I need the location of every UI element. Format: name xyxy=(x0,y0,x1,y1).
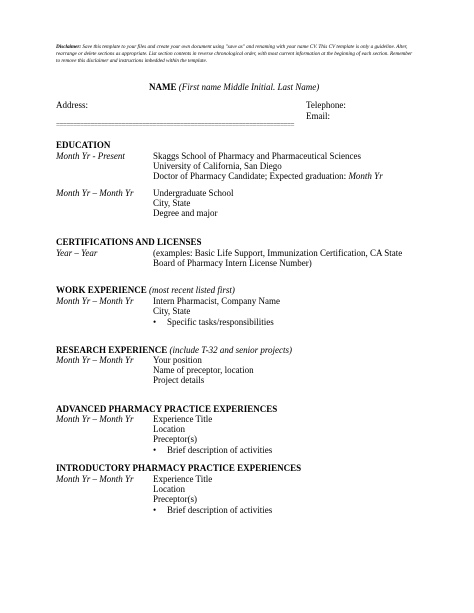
appe-line: Preceptor(s) xyxy=(153,434,197,444)
research-line: Your position xyxy=(153,355,202,365)
name-hint: (First name Middle Initial. Last Name) xyxy=(178,82,320,92)
research-heading-line xyxy=(56,345,292,355)
ippe-date: Month Yr – Month Yr xyxy=(56,474,134,484)
certifications-line: Board of Pharmacy Intern License Number) xyxy=(153,258,312,268)
ippe-line: Preceptor(s) xyxy=(153,494,197,504)
bullet-icon: • xyxy=(153,445,157,455)
work-bullet-text: Specific tasks/responsibilities xyxy=(167,317,274,327)
name-label: NAME xyxy=(149,82,177,92)
education-line: Undergraduate School xyxy=(153,188,234,198)
ippe-heading: INTRODUCTORY PHARMACY PRACTICE EXPERIENCES xyxy=(56,463,302,473)
separator-rule: ===================================================================== xyxy=(56,121,294,129)
disclaimer-label: Disclaimer: xyxy=(56,44,82,50)
education-line: Degree and major xyxy=(153,208,218,218)
bullet-icon: • xyxy=(153,505,157,515)
email-label: Email: xyxy=(306,111,330,121)
appe-date: Month Yr – Month Yr xyxy=(56,414,134,424)
research-date: Month Yr – Month Yr xyxy=(56,355,134,365)
work-heading-line xyxy=(56,285,235,295)
appe-line: Location xyxy=(153,424,185,434)
work-heading: WORK EXPERIENCE xyxy=(56,285,147,295)
education-line: University of California, San Diego xyxy=(153,161,282,171)
telephone-label: Telephone: xyxy=(306,100,346,110)
research-note: (include T-32 and senior projects) xyxy=(169,345,293,355)
work-date: Month Yr – Month Yr xyxy=(56,296,134,306)
certifications-line: (examples: Basic Life Support, Immunization Certification, CA State xyxy=(153,248,403,258)
research-line: Name of preceptor, location xyxy=(153,365,254,375)
education-line: Skaggs School of Pharmacy and Pharmaceutical Sciences xyxy=(153,151,361,161)
appe-line: Experience Title xyxy=(153,414,213,424)
research-line: Project details xyxy=(153,375,205,385)
work-bullet-item xyxy=(153,317,274,327)
education-date-2: Month Yr – Month Yr xyxy=(56,188,134,198)
work-line: City, State xyxy=(153,306,191,316)
education-heading: EDUCATION xyxy=(56,140,111,150)
appe-bullet-text: Brief description of activities xyxy=(167,445,273,455)
certifications-heading: CERTIFICATIONS AND LICENSES xyxy=(56,237,202,247)
ippe-line: Experience Title xyxy=(153,474,213,484)
work-note: (most recent listed first) xyxy=(149,285,235,295)
appe-heading: ADVANCED PHARMACY PRACTICE EXPERIENCES xyxy=(56,404,278,414)
ippe-line: Location xyxy=(153,484,185,494)
bullet-icon: • xyxy=(153,317,157,327)
name-line xyxy=(149,82,319,92)
certifications-date: Year – Year xyxy=(56,248,98,258)
education-degree: Doctor of Pharmacy Candidate; Expected graduation: xyxy=(153,171,349,181)
work-line: Intern Pharmacist, Company Name xyxy=(153,296,280,306)
disclaimer-text: Save this template to your files and create your own document using "save as" and renaming with your name CV. This CV template is only a guideline. Alter, rearrange or delete sections as appropriate. List section contents in reverse chronological order, with most current information at the beginning of each section. Remember to remove this disclaimer and instructions imbedded within the template. xyxy=(56,44,413,65)
education-line xyxy=(153,171,383,181)
education-line: City, State xyxy=(153,198,191,208)
address-label: Address: xyxy=(56,100,88,110)
ippe-bullet-item xyxy=(153,505,272,515)
education-date-1: Month Yr - Present xyxy=(56,151,125,161)
disclaimer xyxy=(56,44,416,66)
research-heading: RESEARCH EXPERIENCE xyxy=(56,345,168,355)
education-graduation-date: Month Yr xyxy=(348,171,383,181)
appe-bullet-item xyxy=(153,445,272,455)
ippe-bullet-text: Brief description of activities xyxy=(167,505,273,515)
